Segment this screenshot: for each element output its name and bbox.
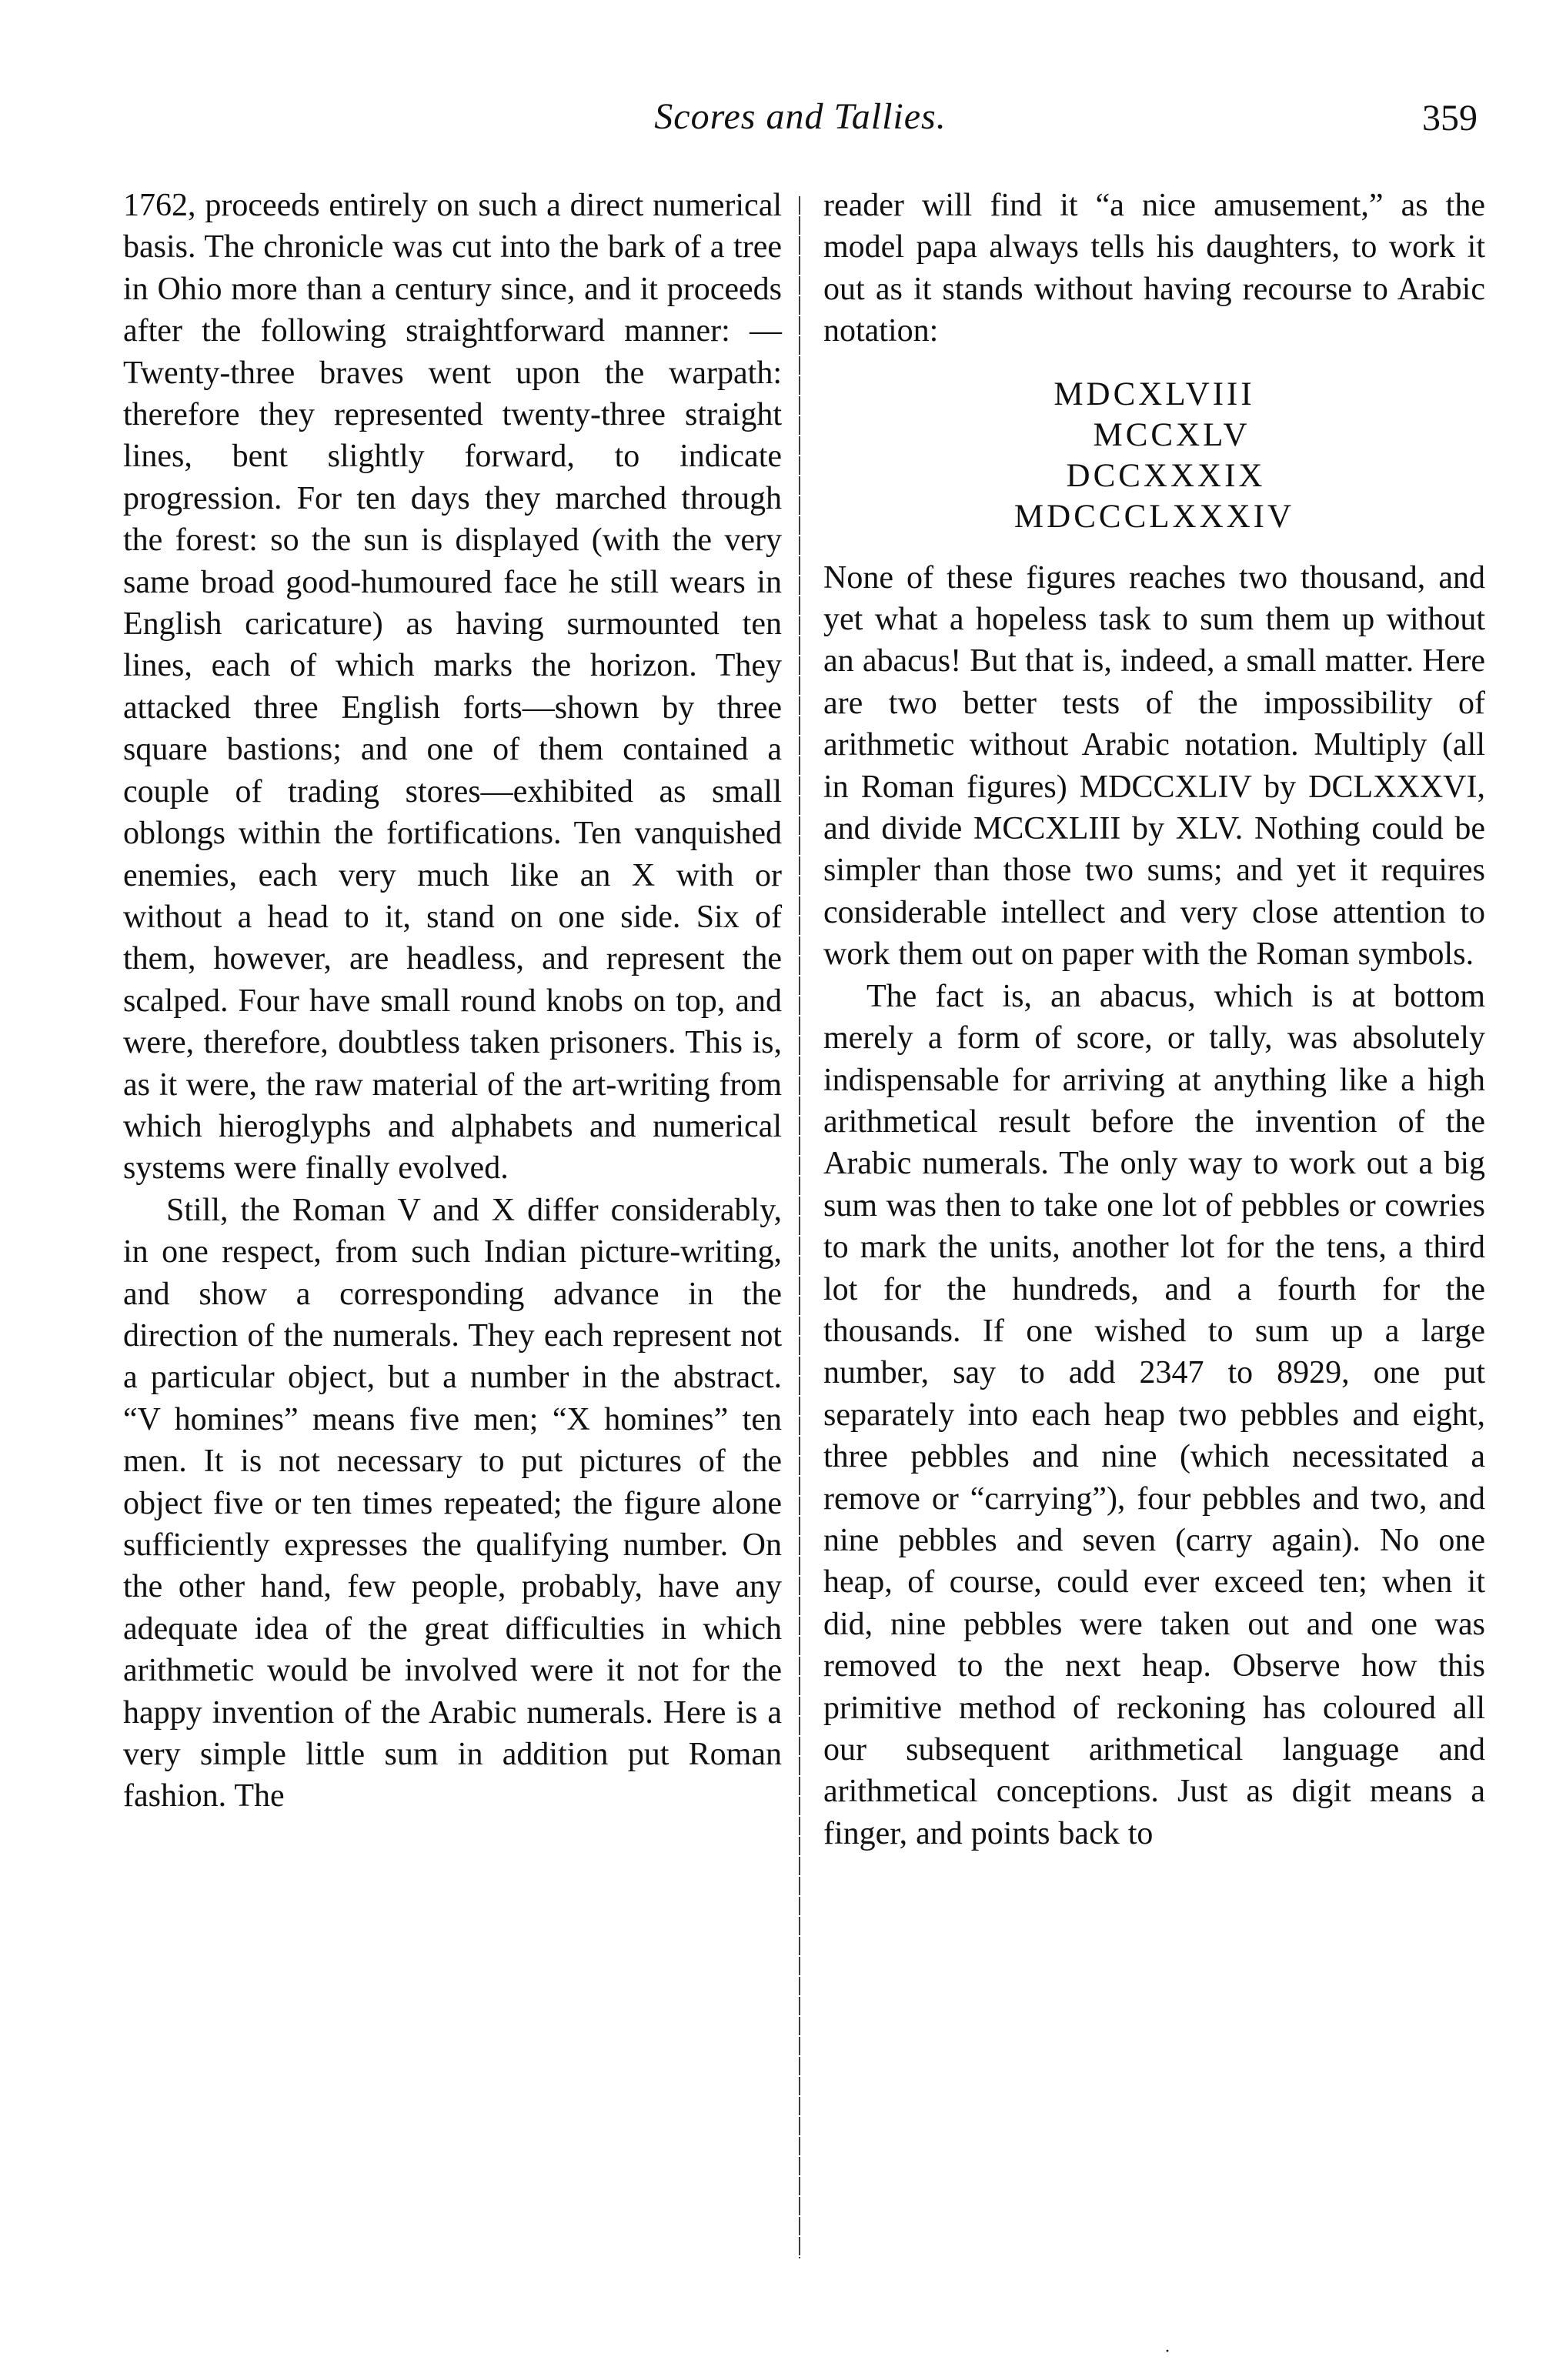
- roman-numeral-line: MCCXLV: [1093, 416, 1250, 453]
- printer-mark: ·: [1164, 2342, 1170, 2362]
- left-text-column: [123, 185, 782, 1818]
- page-number: 359: [1422, 98, 1478, 139]
- roman-numeral-line: MDCCCLXXXIV: [1013, 498, 1295, 535]
- right-paragraph-1: reader will find it “a nice amusement,” as the model papa always tells his daughters, to work it out as it stands without having recourse to Arabic notation:: [823, 188, 1485, 349]
- roman-numeral-line: MDCXLVIII: [1053, 376, 1255, 412]
- running-title: Scores and Tallies.: [654, 96, 947, 137]
- left-paragraph-1: 1762, proceeds entirely on such a direct numerical basis. The chronicle was cut into the bark of a tree in Ohio more than a century since, and it proceeds after the following straightforward manner: — Twenty-three braves went upon the warpath: therefore they represented twenty-three straight lines, bent slightly forward, to indicate progression. For ten days they marched through the forest: so the sun is displayed (with the very same broad good-humoured face he still wears in English caricature) as having surmounted ten lines, each of which marks the horizon. They attacked three English forts—shown by three square bastions; and one of them contained a couple of trading stores—exhibited as small oblongs within the fortifications. Ten vanquished enemies, each very much like an X with or without a head to it, stand on one side. Six of them, however, are headless, and represent the scalped. Four have small round knobs on top, and were, therefore, doubtless taken prisoners. This is, as it were, the raw material of the art-writing from which hieroglyphs and alphabets and numerical systems were finally evolved.: [123, 188, 782, 1187]
- left-paragraph-2: Still, the Roman V and X differ considerably, in one respect, from such Indian picture-writing, and show a corresponding advance in the direction of the numerals. They each represent not a particular object, but a number in the abstract. “V homines” means five men; “X homines” ten men. It is not necessary to put pictures of the object five or ten times repeated; the figure alone sufficiently expresses the qualifying number. On the other hand, few people, probably, have any adequate idea of the great difficulties in which arithmetic would be involved were it not for the happy invention of the Arabic numerals. Here is a very simple little sum in addition put Roman fashion. The: [123, 1192, 782, 1814]
- column-divider: [799, 196, 800, 2258]
- right-text-column: [823, 185, 1485, 1854]
- right-paragraph-2: None of these figures reaches two thousand, and yet what a hopeless task to sum them up without an abacus! But that is, indeed, a small matter. Here are two better tests of the impossibility of arithmetic without Arabic notation. Multiply (all in Roman figures) MDCCXLIV by DCLXXXVI, and divide MCCXLIII by XLV. Nothing could be simpler than those two sums; and yet it requires considerable intellect and very close attention to work them out on paper with the Roman symbols.: [823, 559, 1485, 973]
- roman-numeral-line: DCCXXXIX: [1066, 457, 1266, 494]
- running-head: [123, 94, 1478, 148]
- right-paragraph-3: The fact is, an abacus, which is at bottom merely a form of score, or tally, was absolutely indispensable for arriving at anything like a high arithmetical result before the invention of the Arabic numerals. The only way to work out a big sum was then to take one lot of pebbles or cowries to mark the units, another lot for the tens, a third lot for the hundreds, and a fourth for the thousands. If one wished to sum up a large number, say to add 2347 to 8929, one put separately into each heap two pebbles and eight, three pebbles and nine (which necessitated a remove or “carrying”), four pebbles and two, and nine pebbles and seven (carry again). No one heap, of course, could ever exceed ten; when it did, nine pebbles were taken out and one was removed to the next heap. Observe how this primitive method of reckoning has coloured all our subsequent arithmetical language and arithmetical conceptions. Just as digit means a finger, and points back to: [823, 978, 1485, 1851]
- roman-numeral-sum: [823, 374, 1485, 537]
